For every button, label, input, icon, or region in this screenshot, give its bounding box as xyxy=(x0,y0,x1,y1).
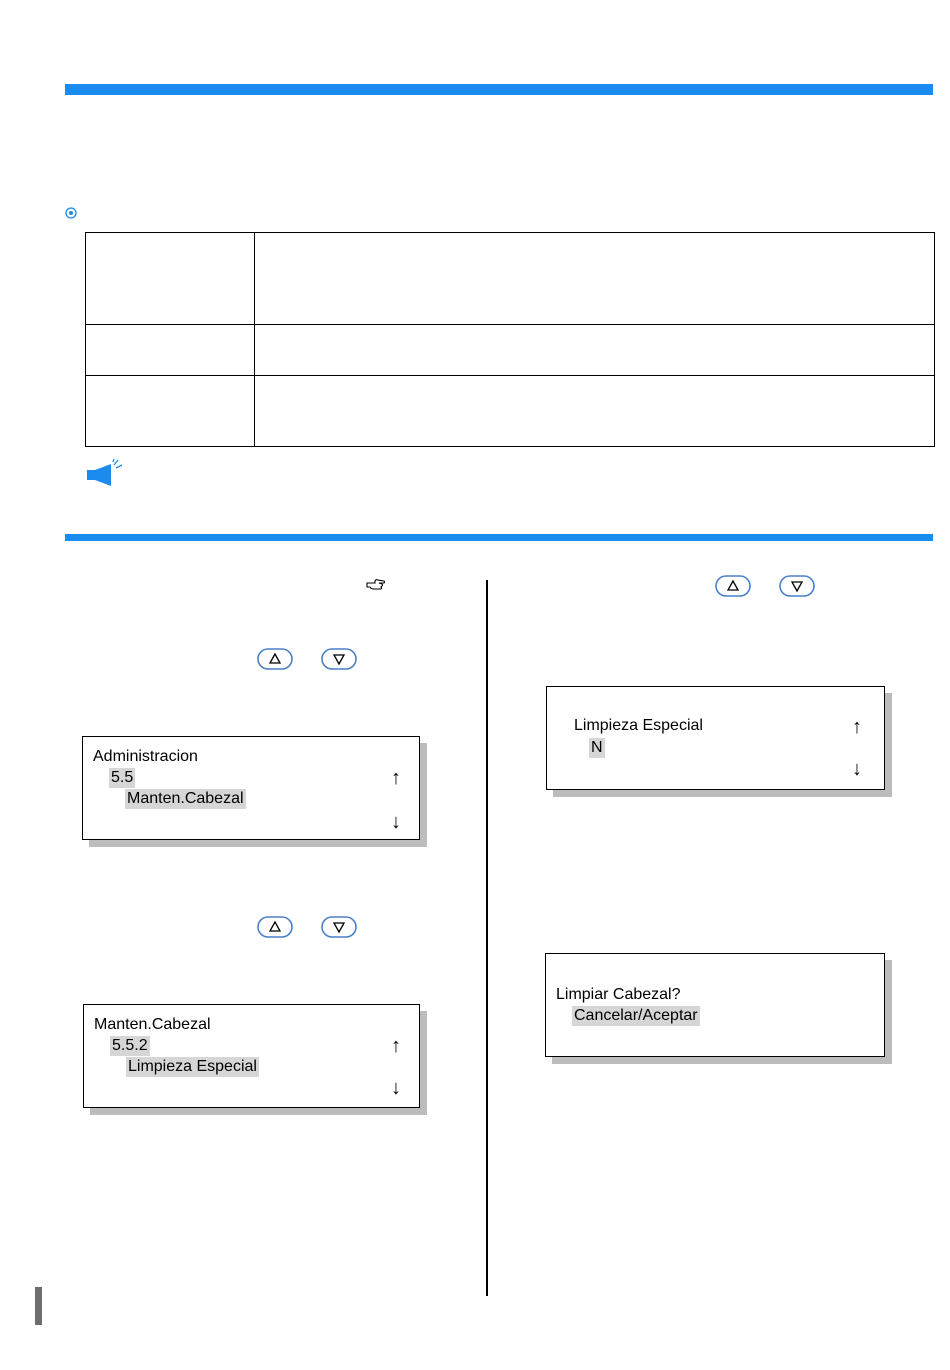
table-row xyxy=(86,325,935,376)
lcd-line-question: Limpiar Cabezal? xyxy=(556,986,681,1003)
lcd-line-title: Administracion xyxy=(93,748,198,765)
scroll-up-arrow: ↑ xyxy=(391,767,401,789)
section-divider-bar xyxy=(65,534,933,541)
lcd-screen-cabezal xyxy=(83,1004,420,1108)
table-cell xyxy=(86,376,255,447)
scroll-down-arrow: ↓ xyxy=(391,1077,401,1099)
scroll-up-arrow: ↑ xyxy=(852,716,862,738)
lcd-line-value: N xyxy=(591,739,603,756)
info-table xyxy=(85,232,935,447)
down-arrow-key-icon[interactable] xyxy=(779,575,815,597)
up-arrow-key-icon[interactable] xyxy=(257,916,293,938)
scroll-up-arrow: ↑ xyxy=(391,1035,401,1057)
megaphone-icon xyxy=(85,459,125,487)
column-divider xyxy=(486,580,488,1296)
lcd-line-menu-number: 5.5.2 xyxy=(112,1037,148,1054)
scroll-down-arrow: ↓ xyxy=(391,811,401,833)
lcd-screen-especial xyxy=(546,686,885,790)
table-row xyxy=(86,376,935,447)
pointing-hand-icon xyxy=(366,578,386,592)
table-cell xyxy=(255,376,935,447)
table-cell xyxy=(86,233,255,325)
lcd-screen-confirm xyxy=(545,953,885,1057)
up-arrow-key-icon[interactable] xyxy=(715,575,751,597)
lcd-line-title: Manten.Cabezal xyxy=(94,1016,211,1033)
section-header-bar xyxy=(65,84,933,95)
lcd-screen-admin xyxy=(82,736,420,840)
lcd-line-title: Limpieza Especial xyxy=(574,717,703,734)
down-arrow-key-icon[interactable] xyxy=(321,648,357,670)
table-cell xyxy=(255,325,935,376)
lcd-line-menu-number: 5.5 xyxy=(111,769,134,786)
table-row xyxy=(86,233,935,325)
target-bullet-icon xyxy=(65,206,77,218)
table-cell xyxy=(86,325,255,376)
table-cell xyxy=(255,233,935,325)
down-arrow-key-icon[interactable] xyxy=(321,916,357,938)
up-arrow-key-icon[interactable] xyxy=(257,648,293,670)
lcd-line-options: Cancelar/Aceptar xyxy=(574,1007,698,1024)
page-edge-tab xyxy=(35,1287,42,1325)
lcd-line-menu-item: Manten.Cabezal xyxy=(127,790,244,807)
scroll-down-arrow: ↓ xyxy=(852,758,862,780)
lcd-line-menu-item: Limpieza Especial xyxy=(128,1058,257,1075)
